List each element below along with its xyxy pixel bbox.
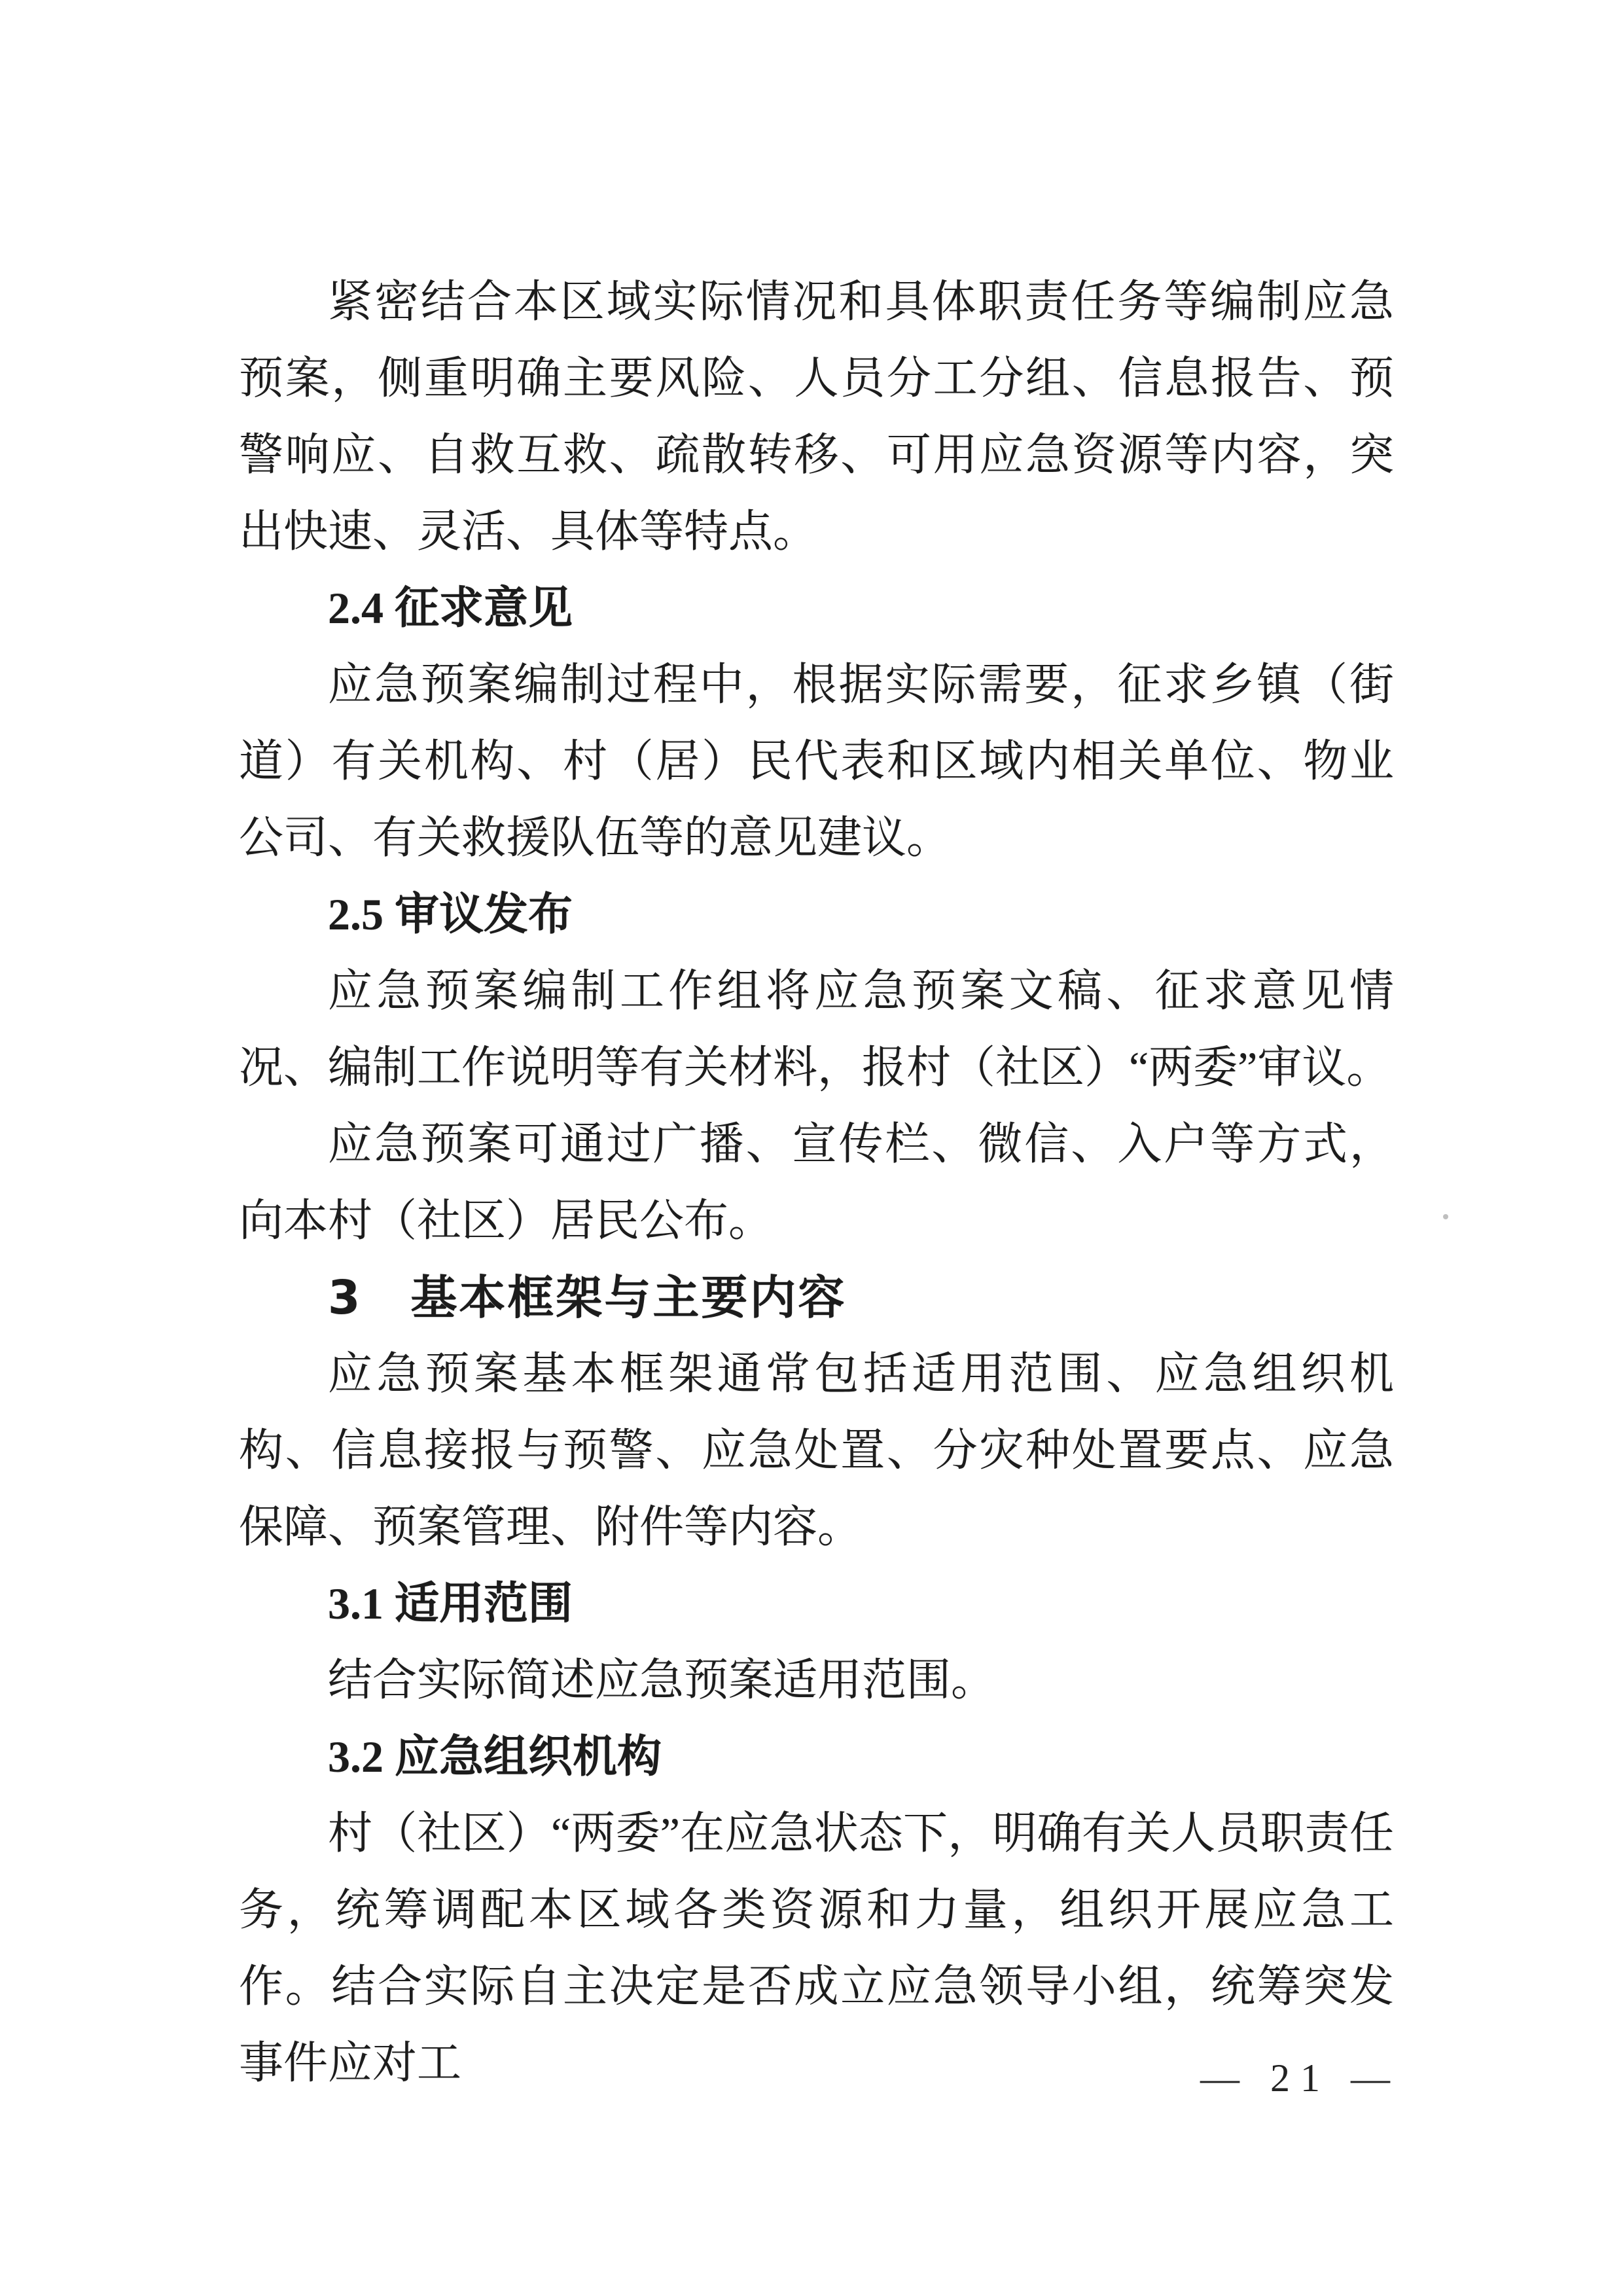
section-heading: 3.1 适用范围 — [328, 1579, 573, 1628]
body-paragraph: 村（社区）“两委”在应急状态下，明确有关人员职责任务，统筹调配本区域各类资源和力量，组织开展应急工作。结合实际自主决定是否成立应急领导小组，统筹突发事件应对工 — [239, 1808, 1394, 2088]
page-footer — [1200, 2052, 1400, 2104]
body-paragraph: 结合实际简述应急预案适用范围。 — [328, 1655, 996, 1705]
document-body — [239, 264, 1394, 2102]
section-heading: 2.5 审议发布 — [328, 889, 573, 939]
body-paragraph: 应急预案基本框架通常包括适用范围、应急组织机构、信息接报与预警、应急处置、分灾种处置要点、应急保障、预案管理、附件等内容。 — [239, 1349, 1394, 1552]
page-number-label: — 21 — — [1200, 2056, 1400, 2100]
body-paragraph: 应急预案可通过广播、宣传栏、微信、入户等方式，向本村（社区）居民公布。 — [239, 1119, 1394, 1246]
body-paragraph: 应急预案编制工作组将应急预案文稿、征求意见情况、编制工作说明等有关材料，报村（社区）“两委”审议。 — [239, 966, 1394, 1092]
body-paragraph: 紧密结合本区域实际情况和具体职责任务等编制应急预案，侧重明确主要风险、人员分工分组、信息报告、预警响应、自救互救、疏散转移、可用应急资源等内容，突出快速、灵活、具体等特点。 — [239, 277, 1394, 556]
section-heading: 3.2 应急组织机构 — [328, 1732, 662, 1782]
section-heading: 2.4 征求意见 — [328, 583, 573, 633]
scan-speck-artifact — [1443, 1214, 1448, 1219]
section-heading: 3 基本框架与主要内容 — [328, 1270, 847, 1325]
body-paragraph: 应急预案编制过程中，根据实际需要，征求乡镇（街道）有关机构、村（居）民代表和区域内相关单位、物业公司、有关救援队伍等的意见建议。 — [239, 660, 1394, 863]
